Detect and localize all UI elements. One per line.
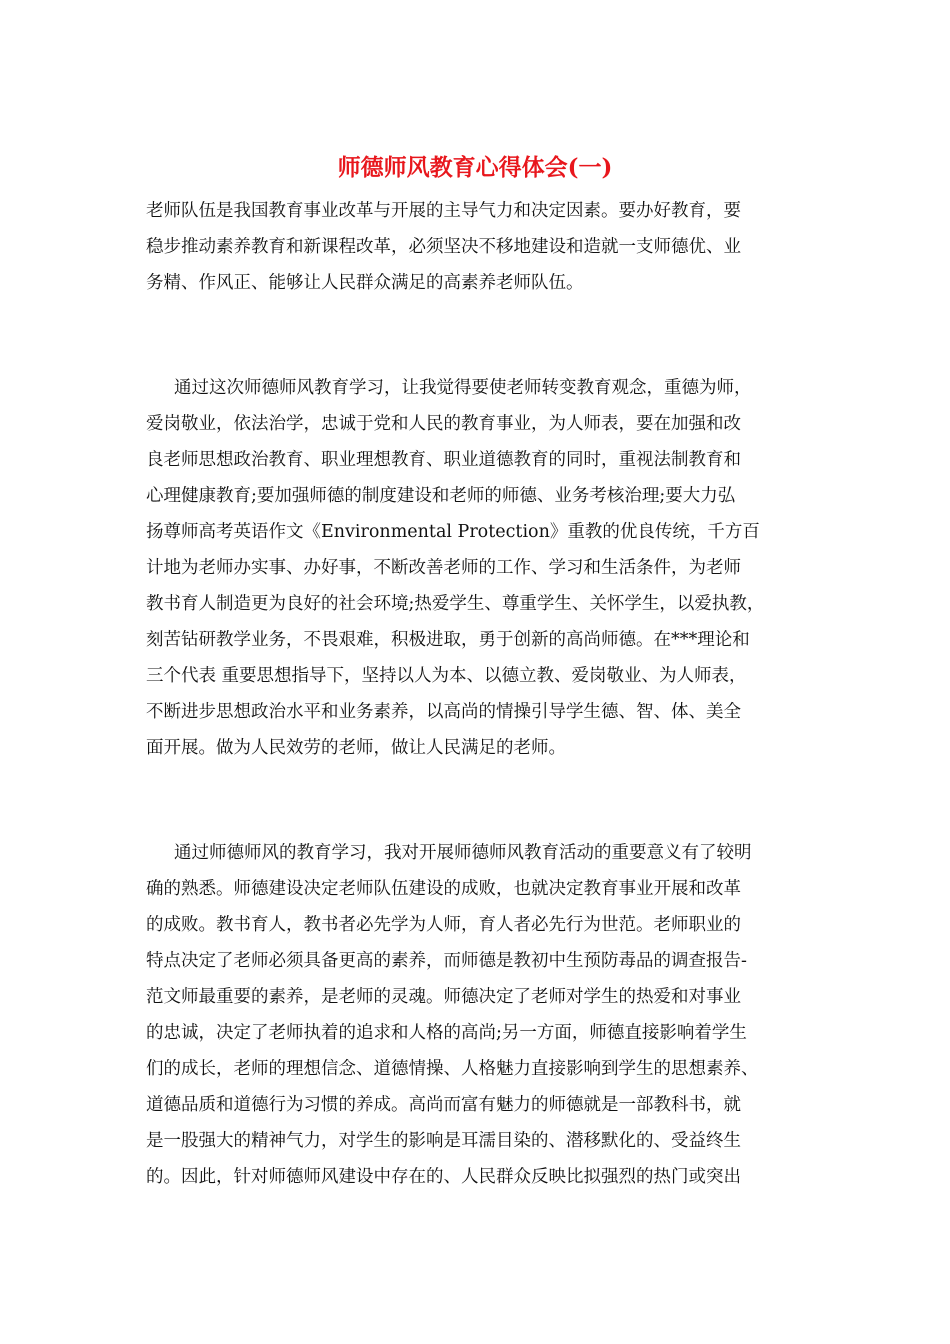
paragraph-3-line: 们的成长，老师的理想信念、道德情操、人格魅力直接影响到学生的思想素养、: [146, 1059, 759, 1079]
paragraph-3-line: 的成败。教书育人，教书者必先学为人师，育人者必先行为世范。老师职业的: [146, 915, 741, 935]
paragraph-2-line: 良老师思想政治教育、职业理想教育、职业道德教育的同时，重视法制教育和: [146, 450, 741, 470]
paragraph-3-line: 范文师最重要的素养，是老师的灵魂。师德决定了老师对学生的热爱和对事业: [146, 987, 741, 1007]
paragraph-2-line: 心理健康教育;要加强师德的制度建设和老师的师德、业务考核治理;要大力弘: [146, 486, 736, 506]
paragraph-2-line: 教书育人制造更为良好的社会环境;热爱学生、尊重学生、关怀学生，以爱执教，: [146, 594, 765, 614]
paragraph-2-line: 刻苦钻研教学业务，不畏艰难，积极进取，勇于创新的高尚师德。在***理论和: [146, 630, 750, 650]
paragraph-3-line: 通过师德师风的教育学习，我对开展师德师风教育活动的重要意义有了较明: [174, 843, 752, 863]
paragraph-2-line: 面开展。做为人民效劳的老师，做让人民满足的老师。: [146, 738, 566, 758]
paragraph-1-line: 老师队伍是我国教育事业改革与开展的主导气力和决定因素。要办好教育，要: [146, 201, 741, 221]
paragraph-2-line: 计地为老师办实事、办好事，不断改善老师的工作、学习和生活条件，为老师: [146, 558, 741, 578]
paragraph-3-line: 道德品质和道德行为习惯的养成。高尚而富有魅力的师德就是一部教科书，就: [146, 1095, 741, 1115]
paragraph-2-line: 爱岗敬业，依法治学，忠诚于党和人民的教育事业，为人师表，要在加强和改: [146, 414, 741, 434]
paragraph-3-line: 是一股强大的精神气力，对学生的影响是耳濡目染的、潜移默化的、受益终生: [146, 1131, 741, 1151]
paragraph-2-line: 通过这次师德师风教育学习，让我觉得要使老师转变教育观念，重德为师，: [174, 378, 752, 398]
paragraph-3-line: 确的熟悉。师德建设决定老师队伍建设的成败，也就决定教育事业开展和改革: [146, 879, 741, 899]
paragraph-3-line: 的。因此，针对师德师风建设中存在的、人民群众反映比拟强烈的热门或突出: [146, 1167, 741, 1187]
paragraph-2-line: 三个代表 重要思想指导下，坚持以人为本、以德立教、爱岗敬业、为人师表，: [146, 666, 747, 686]
paragraph-2-line: 不断进步思想政治水平和业务素养，以高尚的情操引导学生德、智、体、美全: [146, 702, 741, 722]
paragraph-1-line: 务精、作风正、能够让人民群众满足的高素养老师队伍。: [146, 273, 584, 293]
document-title: 师德师风教育心得体会(一): [337, 154, 613, 181]
paragraph-1-line: 稳步推动素养教育和新课程改革，必须坚决不移地建设和造就一支师德优、业: [146, 237, 741, 257]
paragraph-2-line: 扬尊师高考英语作文《Environmental Protection》重教的优良传统，千方百: [146, 522, 760, 542]
paragraph-3-line: 特点决定了老师必须具备更高的素养，而师德是教初中生预防毒品的调查报告-: [146, 951, 747, 971]
paragraph-3-line: 的忠诚，决定了老师执着的追求和人格的高尚;另一方面，师德直接影响着学生: [146, 1023, 747, 1043]
